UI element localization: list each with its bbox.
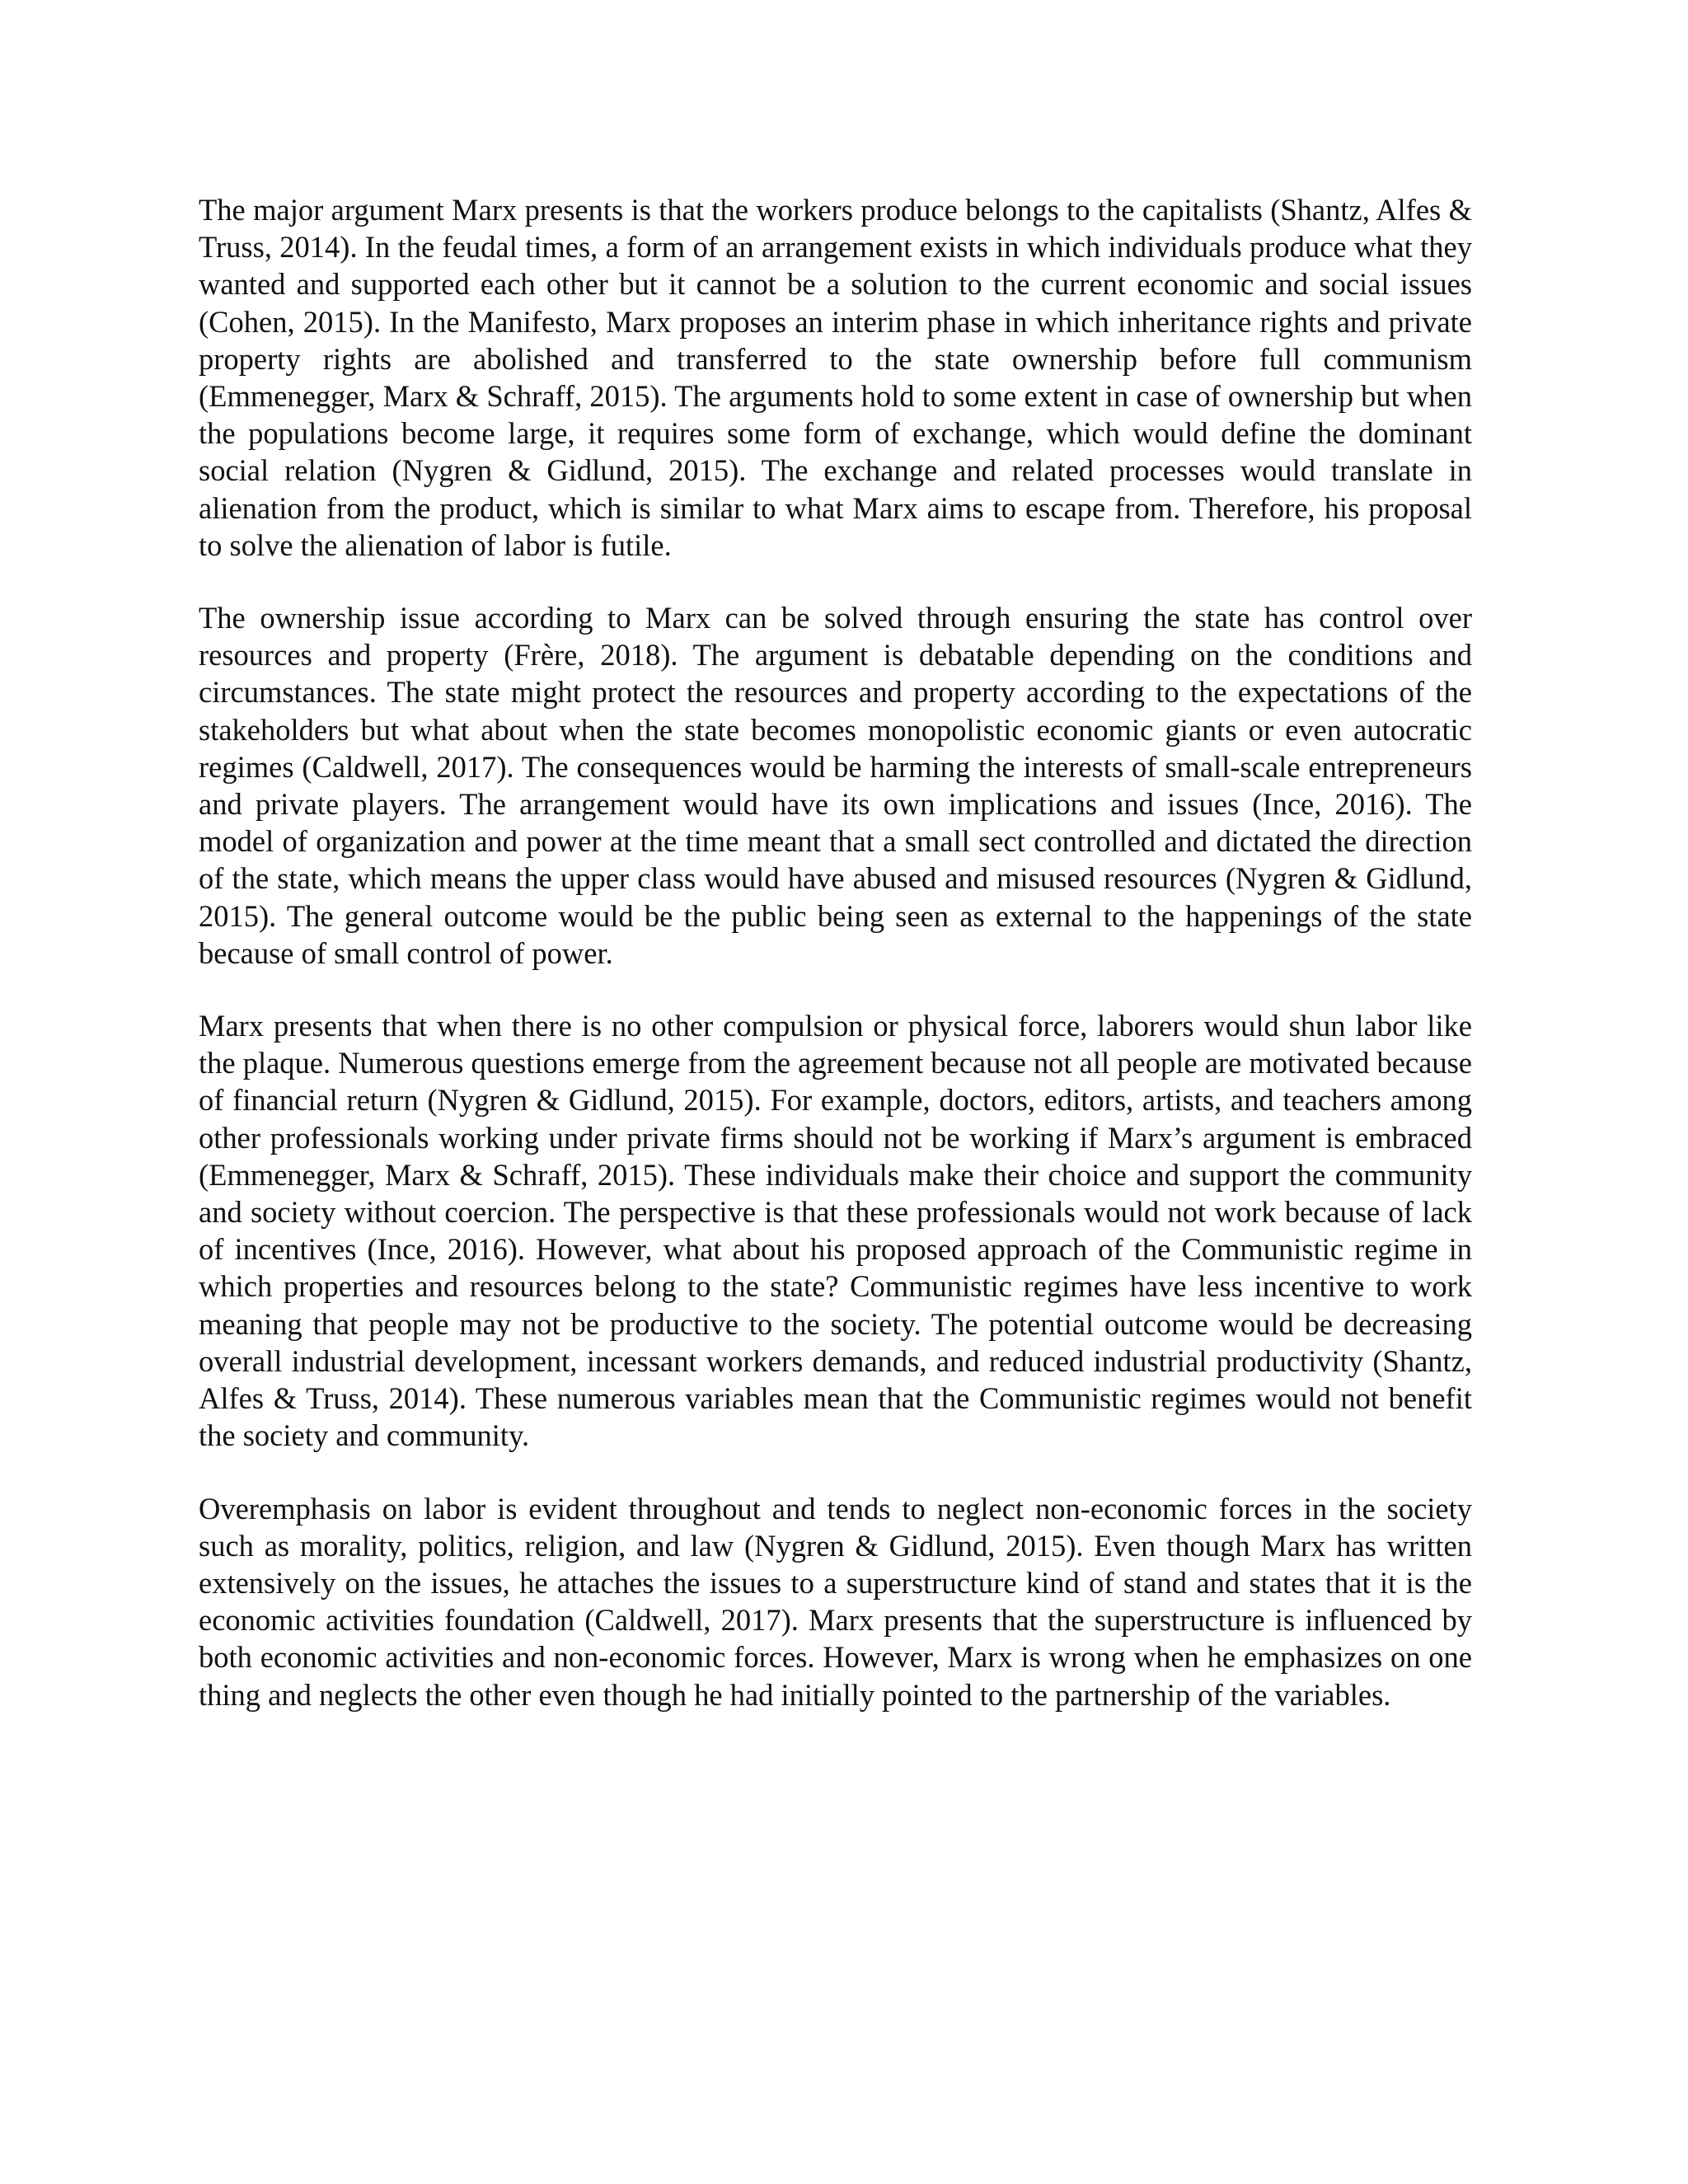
document-body — [199, 191, 1472, 1749]
paragraph-overemphasis-labor: Overemphasis on labor is evident throughout and tends to neglect non-economic forces in the society such as morality, politics, religion, and law (Nygren & Gidlund, 2015). Even though Marx has written extensively on the issues, he attaches the issues to a superstructure kind of stand and states that it is the economic activities foundation (Caldwell, 2017). Marx presents that the superstructure is influenced by both economic activities and non-economic forces. However, Marx is wrong when he emphasizes on one thing and neglects the other even though he had initially pointed to the partnership of the variables. — [199, 1491, 1472, 1712]
paragraph-ownership-argument: The major argument Marx presents is that the workers produce belongs to the capitalists (Shantz, Alfes & Truss, 2014). In the feudal times, a form of an arrangement exists in which individuals produce what they wanted and supported each other but it cannot be a solution to the current economic and social issues (Cohen, 2015). In the Manifesto, Marx proposes an interim phase in which inheritance rights and private property rights are abolished and transferred to the state ownership before full communism (Emmenegger, Marx & Schraff, 2015). The arguments hold to some extent in case of ownership but when the populations become large, it requires some form of exchange, which would define the dominant social relation (Nygren & Gidlund, 2015). The exchange and related processes would translate in alienation from the product, which is similar to what Marx aims to escape from. Therefore, his proposal to solve the alienation of labor is futile. — [199, 193, 1472, 562]
paragraph-labor-compulsion: Marx presents that when there is no other compulsion or physical force, laborers would shun labor like the plaque. Numerous questions emerge from the agreement because not all people are motivated because of financial return (Nygren & Gidlund, 2015). For example, doctors, editors, artists, and teachers among other professionals working under private firms should not be working if Marx’s argument is embraced (Emmenegger, Marx & Schraff, 2015). These individuals make their choice and support the community and society without coercion. The perspective is that these professionals would not work because of lack of incentives (Ince, 2016). However, what about his proposed approach of the Communistic regime in which properties and resources belong to the state? Communistic regimes have less incentive to work meaning that people may not be productive to the society. The potential outcome would be decreasing overall industrial development, incessant workers demands, and reduced industrial productivity (Shantz, Alfes & Truss, 2014). These numerous variables mean that the Communistic regimes would not benefit the society and community. — [199, 1009, 1472, 1453]
paragraph-state-control: The ownership issue according to Marx can be solved through ensuring the state has control over resources and property (Frère, 2018). The argument is debatable depending on the conditions and circumstances. The state might protect the resources and property according to the expectations of the stakeholders but what about when the state becomes monopolistic economic giants or even autocratic regimes (Caldwell, 2017). The consequences would be harming the interests of small-scale entrepreneurs and private players. The arrangement would have its own implications and issues (Ince, 2016). The model of organization and power at the time meant that a small sect controlled and dictated the direction of the state, which means the upper class would have abused and misused resources (Nygren & Gidlund, 2015). The general outcome would be the public being seen as external to the happenings of the state because of small control of power. — [199, 601, 1472, 970]
